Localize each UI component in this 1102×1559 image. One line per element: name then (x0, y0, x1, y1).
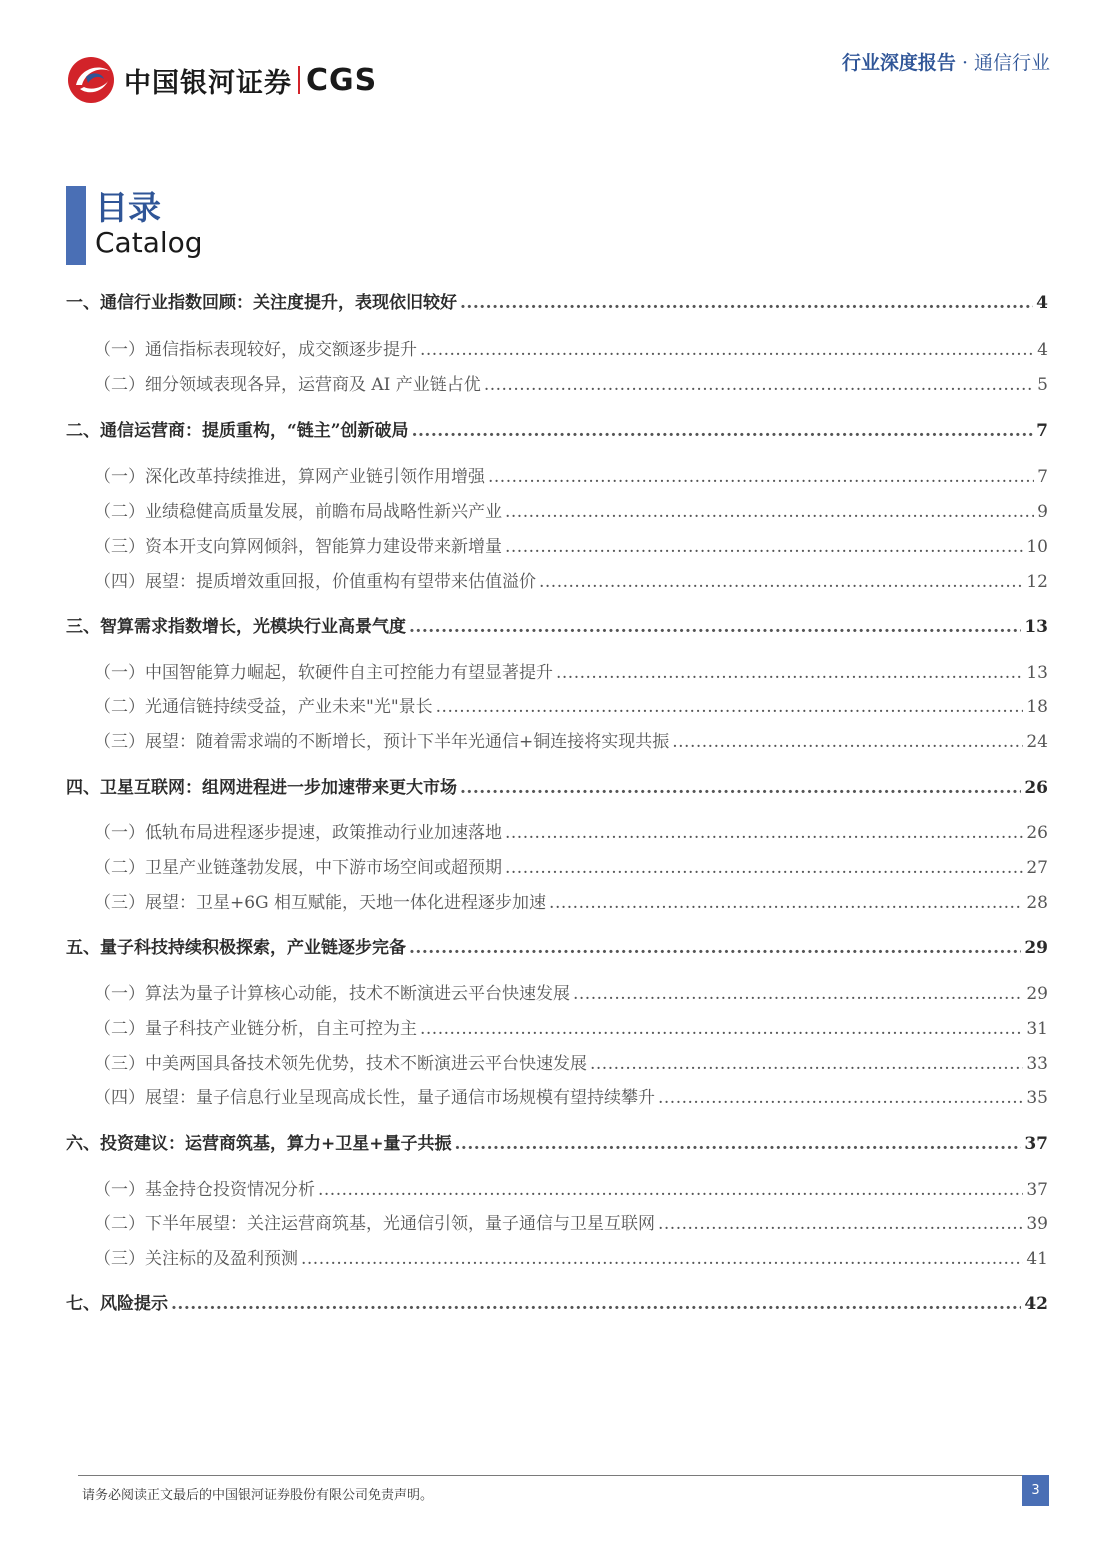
toc-page-number: 4 (1037, 340, 1048, 360)
toc-dot-leader (672, 732, 1023, 752)
company-logo (66, 55, 377, 105)
toc-number: 七、 (66, 1294, 100, 1314)
toc-dot-leader (549, 893, 1023, 913)
toc-page-number: 26 (1026, 823, 1048, 843)
page-header (0, 0, 1102, 120)
toc-number: （一） (94, 467, 145, 487)
toc-dot-leader (505, 823, 1023, 843)
toc-dot-leader (573, 984, 1023, 1004)
toc-page-number: 5 (1037, 375, 1048, 395)
toc-section-link[interactable] (66, 612, 1048, 637)
toc-number: （二） (94, 502, 145, 522)
toc-dot-leader (460, 778, 1021, 798)
catalog-title-cn: 目录 (95, 188, 161, 227)
toc-subsection-link[interactable] (66, 888, 1048, 913)
toc-dot-leader (488, 467, 1034, 487)
toc-subsection-link[interactable] (66, 370, 1048, 395)
toc-page-number: 4 (1036, 293, 1048, 313)
toc-dot-leader (412, 421, 1034, 441)
toc-dot-leader (436, 697, 1024, 717)
toc-number: （三） (94, 537, 145, 557)
toc-title: 业绩稳健高质量发展，前瞻布局战略性新兴产业 (145, 502, 502, 522)
toc-page-number: 27 (1026, 858, 1048, 878)
toc-title: 资本开支向算网倾斜，智能算力建设带来新增量 (145, 537, 502, 557)
toc-title: 算法为量子计算核心动能，技术不断演进云平台快速发展 (145, 984, 570, 1004)
toc-title: 细分领域表现各异，运营商及 AI 产业链占优 (145, 375, 481, 395)
report-type-separator: · (961, 52, 968, 74)
toc-page-number: 12 (1026, 572, 1048, 592)
toc-subsection-link[interactable] (66, 567, 1048, 592)
report-type (842, 48, 1050, 75)
toc-section-link[interactable] (66, 1129, 1048, 1154)
toc-title: 量子科技产业链分析，自主可控为主 (145, 1019, 417, 1039)
toc-title: 展望：提质增效重回报，价值重构有望带来估值溢价 (145, 572, 536, 592)
toc-subsection-link[interactable] (66, 462, 1048, 487)
toc-subsection-link[interactable] (66, 532, 1048, 557)
toc-page-number: 31 (1026, 1019, 1048, 1039)
toc-title: 通信行业指数回顾：关注度提升，表现依旧较好 (100, 293, 457, 313)
toc-title: 光通信链持续受益，产业未来"光"景长 (145, 697, 433, 717)
toc-page-number: 29 (1024, 938, 1048, 958)
toc-dot-leader (505, 858, 1023, 878)
toc-dot-leader (505, 502, 1034, 522)
toc-dot-leader (420, 1019, 1023, 1039)
toc-subsection-link[interactable] (66, 1049, 1048, 1074)
toc-page-number: 42 (1024, 1294, 1048, 1314)
toc-dot-leader (409, 617, 1021, 637)
toc-title: 通信运营商：提质重构，“链主”创新破局 (100, 421, 409, 441)
toc-title: 智算需求指数增长，光模块行业高景气度 (100, 617, 406, 637)
toc-title: 展望：卫星+6G 相互赋能，天地一体化进程逐步加速 (145, 893, 547, 913)
toc-number: （一） (94, 340, 145, 360)
catalog-title-en: Catalog (95, 226, 203, 259)
toc-page-number: 9 (1037, 502, 1048, 522)
toc-number: 四、 (66, 778, 100, 798)
toc-title: 基金持仓投资情况分析 (145, 1180, 315, 1200)
toc-page-number: 37 (1026, 1180, 1048, 1200)
toc-page-number: 7 (1037, 467, 1048, 487)
toc-title: 下半年展望：关注运营商筑基，光通信引领，量子通信与卫星互联网 (145, 1214, 655, 1234)
toc-page-number: 35 (1026, 1088, 1048, 1108)
toc-subsection-link[interactable] (66, 1244, 1048, 1269)
toc-dot-leader (658, 1088, 1023, 1108)
toc-page-number: 10 (1026, 537, 1048, 557)
toc-dot-leader (505, 537, 1023, 557)
toc-section-link[interactable] (66, 773, 1048, 798)
toc-number: （三） (94, 732, 145, 752)
logo-en-text: CGS (306, 62, 378, 98)
toc-number: （一） (94, 1180, 145, 1200)
toc-dot-leader (455, 1134, 1022, 1154)
toc-dot-leader (171, 1294, 1021, 1314)
logo-cn-text: 中国银河证券 (124, 67, 292, 99)
toc-subsection-link[interactable] (66, 1014, 1048, 1039)
toc-title: 卫星产业链蓬勃发展，中下游市场空间或超预期 (145, 858, 502, 878)
toc-title: 投资建议：运营商筑基，算力+卫星+量子共振 (100, 1134, 452, 1154)
toc-number: （二） (94, 1019, 145, 1039)
toc-title: 通信指标表现较好，成交额逐步提升 (145, 340, 417, 360)
catalog-accent-bar (66, 186, 86, 265)
toc-page-number: 39 (1026, 1214, 1048, 1234)
toc-title: 卫星互联网：组网进程进一步加速带来更大市场 (100, 778, 457, 798)
toc-dot-leader (409, 938, 1021, 958)
toc-page-number: 26 (1024, 778, 1048, 798)
toc-title: 关注标的及盈利预测 (145, 1249, 298, 1269)
toc-subsection-link[interactable] (66, 692, 1048, 717)
toc-section-link[interactable] (66, 416, 1048, 441)
toc-dot-leader (484, 375, 1034, 395)
toc-dot-leader (658, 1214, 1023, 1234)
toc-dot-leader (460, 293, 1033, 313)
toc-number: （二） (94, 1214, 145, 1234)
toc-page-number: 7 (1036, 421, 1048, 441)
toc-number: （四） (94, 572, 145, 592)
toc-number: （三） (94, 893, 145, 913)
toc-dot-leader (539, 572, 1023, 592)
toc-dot-leader (590, 1054, 1023, 1074)
toc-number: （二） (94, 858, 145, 878)
toc-number: （一） (94, 984, 145, 1004)
toc-dot-leader (318, 1180, 1023, 1200)
toc-title: 低轨布局进程逐步提速，政策推动行业加速落地 (145, 823, 502, 843)
toc-subsection-link[interactable] (66, 1083, 1048, 1108)
toc-section-link[interactable] (66, 1289, 1048, 1314)
toc-page-number: 28 (1026, 893, 1048, 913)
toc-title: 中美两国具备技术领先优势，技术不断演进云平台快速发展 (145, 1054, 587, 1074)
toc-subsection-link[interactable] (66, 727, 1048, 752)
toc-dot-leader (556, 663, 1023, 683)
toc-title: 深化改革持续推进，算网产业链引领作用增强 (145, 467, 485, 487)
toc-page-number: 18 (1026, 697, 1048, 717)
toc-number: 三、 (66, 617, 100, 637)
toc-subsection-link[interactable] (66, 853, 1048, 878)
toc-number: 五、 (66, 938, 100, 958)
report-type-label: 行业深度报告 (841, 52, 956, 74)
toc-section-link[interactable] (66, 933, 1048, 958)
toc-subsection-link[interactable] (66, 979, 1048, 1004)
toc-number: （四） (94, 1088, 145, 1108)
toc-page-number: 29 (1026, 984, 1048, 1004)
toc-subsection-link[interactable] (66, 497, 1048, 522)
toc-number: （一） (94, 663, 145, 683)
toc-title: 量子科技持续积极探索，产业链逐步完备 (100, 938, 406, 958)
toc-section-link[interactable] (66, 288, 1048, 313)
toc-number: （三） (94, 1249, 145, 1269)
toc-number: 六、 (66, 1134, 100, 1154)
footer-divider (78, 1475, 1023, 1476)
toc-number: 二、 (66, 421, 100, 441)
toc-title: 展望：量子信息行业呈现高成长性，量子通信市场规模有望持续攀升 (145, 1088, 655, 1108)
toc-title: 风险提示 (100, 1294, 168, 1314)
industry-label: 通信行业 (973, 52, 1050, 74)
toc-subsection-link[interactable] (66, 658, 1048, 683)
toc-subsection-link[interactable] (66, 1175, 1048, 1200)
toc-number: （二） (94, 375, 145, 395)
toc-number: （一） (94, 823, 145, 843)
toc-page-number: 33 (1026, 1054, 1048, 1074)
page-number: 3 (1022, 1475, 1049, 1506)
toc-dot-leader (301, 1249, 1023, 1269)
footer-disclaimer: 请务必阅读正文最后的中国银河证券股份有限公司免责声明。 (82, 1488, 434, 1503)
toc-number: 一、 (66, 293, 100, 313)
toc-page-number: 13 (1026, 663, 1048, 683)
toc-title: 展望：随着需求端的不断增长，预计下半年光通信+铜连接将实现共振 (145, 732, 670, 752)
toc-number: （三） (94, 1054, 145, 1074)
toc-number: （二） (94, 697, 145, 717)
toc-dot-leader (420, 340, 1034, 360)
toc-page-number: 24 (1026, 732, 1048, 752)
toc-subsection-link[interactable] (66, 335, 1048, 360)
cgs-logo-icon (66, 55, 116, 105)
toc-page-number: 13 (1024, 617, 1048, 637)
logo-separator (298, 66, 300, 94)
toc-page-number: 41 (1026, 1249, 1048, 1269)
toc-page-number: 37 (1024, 1134, 1048, 1154)
toc-subsection-link[interactable] (66, 818, 1048, 843)
toc-title: 中国智能算力崛起，软硬件自主可控能力有望显著提升 (145, 663, 553, 683)
toc-subsection-link[interactable] (66, 1209, 1048, 1234)
